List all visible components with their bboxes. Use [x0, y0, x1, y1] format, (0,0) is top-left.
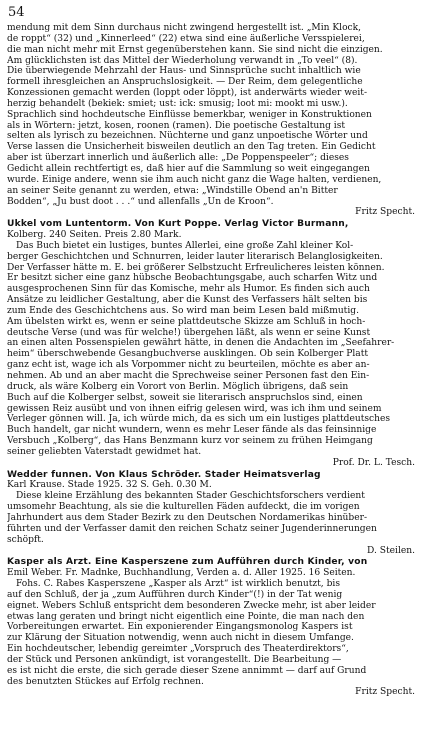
text-line: Ansätze zu leidlicher Gestaltung, aber die Kunst des Verfassers hält selten bis: [7, 295, 368, 306]
text-line: deutsche Verse (und was für welche!) übergehen läßt, als wenn er seine Kunst: [7, 327, 371, 338]
text-line: schöpft.: [7, 534, 44, 545]
text-line: Bodden“, „Ju bust doot . . .“ und allenfalls „Un de Kroon“.: [7, 196, 274, 207]
text-line: selten als lyrisch zu bezeichnen. Nüchterne und ganz unpoetische Wörter und: [7, 131, 368, 142]
review-heading-line: Emil Weber. Fr. Madnke, Buchhandlung, Verden a. d. Aller 1925. 16 Seiten.: [7, 568, 356, 579]
text-line: heim“ überschwebende Gesangbuchverse ausklingen. Ob sein Kolberger Platt: [7, 349, 369, 360]
reviewer-signature: Fritz Specht.: [355, 687, 415, 698]
text-line: seiner geliebten Vaterstadt gewidmet hat.: [7, 446, 202, 457]
reviewer-signature: Prof. Dr. L. Tesch.: [332, 457, 415, 468]
text-line: Am übelsten wirkt es, wenn er seine plattdeutsche Skizze am Schluß in hoch-: [7, 316, 366, 327]
text-line: Er besitzt sicher eine ganz hübsche Beobachtungsgabe, auch scharfen Witz und: [7, 273, 378, 284]
text-line: berger Geschichtchen und Schnurren, leider lauter literarisch Belanglosigkeiten.: [7, 251, 383, 262]
text-line: ausgesprochenen Sinn für das Komische, mehr als Humor. Es finden sich auch: [7, 284, 370, 295]
review-block: [7, 557, 417, 698]
text-line: Der Verfasser hätte m. E. bei größerer Selbstzucht Erfreulicheres leisten können.: [7, 262, 385, 273]
text-line: umsomehr Beachtung, als sie die kulturellen Fäden aufdeckt, die im vorigen: [7, 502, 360, 513]
text-line: ganz echt ist, wage ich als Vorpommer nicht zu beurteilen, möchte es aber an-: [7, 360, 370, 371]
review-heading-line: Kasper als Arzt. Eine Kasperszene zum Aufführen durch Kinder, von: [7, 557, 368, 568]
text-line: gewissen Reiz ausübt und von ihnen eifrig gelesen wird, was ich ihm und seinem: [7, 403, 382, 414]
text-line: herzig behandelt (bekiek: smiet; ust: ick: smusig; loot mi: mookt mi usw.).: [7, 98, 348, 109]
text-line: Am glücklichsten ist das Mittel der Wiederholung verwandt in „To veel“ (8).: [7, 55, 358, 66]
text-line: wurde. Einige andere, wenn sie ihm auch nicht ganz die Wage halten, verdienen,: [7, 174, 382, 185]
text-line: der Stück und Personen ankündigt, ist vorangestellt. Die Bearbeitung —: [7, 654, 342, 665]
review-heading-line: Ukkel vom Luntentorm. Von Kurt Poppe. Verlag Victor Burmann,: [7, 219, 349, 230]
text-line: formell ihresgleichen an Anspruchslosigkeit. — Der Reim, dem gelegentliche: [7, 77, 363, 88]
text-line: als in Wörtern: jetzt, kosen, roonen (ramen). Die poetische Gestaltung ist: [7, 120, 346, 131]
reviewer-signature: D. Steilen.: [367, 545, 415, 556]
text-line: an einen alten Possenspielen gewährt hätte, in denen die Andachten im „Seefahrer-: [7, 338, 395, 349]
review-heading-line: Wedder funnen. Von Klaus Schröder. Stader Heimatsverlag: [7, 469, 321, 480]
text-line: mendung mit dem Sinn durchaus nicht zwingend hergestellt ist. „Min Klock,: [7, 23, 362, 33]
text-line: eignet. Webers Schluß entspricht dem besonderen Zwecke mehr, ist aber leider: [7, 600, 376, 611]
text-line: Verleger gönnen will. Ja, ich würde mich, da es sich um ein lustiges plattdeutsches: [7, 414, 391, 425]
text-line: es ist nicht die erste, die sich gerade dieser Szene annimmt — darf auf Grund: [7, 665, 367, 676]
text-line: zur Klärung der Situation notwendig, wenn auch nicht in diesem Umfange.: [7, 633, 354, 644]
text-line: an seiner Seite genannt zu werden, etwa: „Windstille Obend an'n Bitter: [7, 185, 338, 196]
page-number: 54: [8, 5, 25, 20]
text-line: führten und der Verfasser damit den reichen Schatz seiner Jugenderinnerungen: [7, 523, 377, 534]
text-line: Jahrhundert aus dem Stader Bezirk zu den Deutschen Nordamerikas hinüber-: [7, 512, 368, 523]
text-line: Gedicht allein rechtfertigt es, daß hier auf die Sammlung so weit eingegangen: [7, 163, 370, 174]
text-line: Versbuch „Kolberg“, das Hans Benzmann kurz vor seinem zu frühen Heimgang: [7, 436, 373, 447]
text-line: des benutzten Stückes auf Erfolg rechnen.: [7, 676, 204, 687]
review-block: [7, 219, 417, 468]
text-line: Buch handelt, gar nicht wundern, wenn es mehr Leser fände als das feinsinnige: [7, 425, 377, 436]
text-line: Sprachlich sind hochdeutsche Einflüsse bemerkbar, weniger in Konstruktionen: [7, 109, 372, 120]
review-block: [7, 470, 417, 557]
review-heading-line: Karl Krause. Stade 1925. 32 S. Geh. 0.30 M.: [7, 480, 212, 491]
text-line: nehmen. Ab und an aber macht die Sprechweise seiner Personen fast den Ein-: [7, 371, 370, 381]
text-line: de roppt“ (32) und „Kinnerleed“ (22) etwa sind eine äußerliche Versspielerei,: [7, 33, 365, 44]
text-line: Konzessionen gemacht werden (loppt oder löppt), ist anderwärts wieder weit-: [7, 88, 368, 99]
text-line: etwas lang geraten und bringt nicht eigentlich eine Pointe, die man nach den: [7, 611, 365, 622]
text-line: zum Ende des Geschichtchens aus. So wird man beim Lesen bald mißmutig.: [7, 305, 359, 316]
text-line: Ein hochdeutscher, lebendig gereimter „Vorspruch des Theaterdirektors“,: [7, 644, 349, 655]
text-line: Vorbereitungen erwartet. Ein exponierender Eingangsmonolog Kaspers ist: [7, 622, 353, 633]
text-line: Fohs. C. Rabes Kasperszene „Kasper als Arzt“ ist wirklich benutzt, bis: [16, 579, 340, 590]
reviewer-signature: Fritz Specht.: [355, 207, 415, 218]
review-block: [7, 23, 417, 218]
text-line: aber ist überzart innerlich und äußerlich alle: „De Poppenspeeler“; dieses: [7, 153, 349, 164]
text-line: auf den Schluß, der ja „zum Aufführen durch Kinder“(!) in der Tat wenig: [7, 589, 343, 600]
text-line: Das Buch bietet ein lustiges, buntes Allerlei, eine große Zahl kleiner Kol-: [16, 240, 354, 251]
text-line: druck, als wäre Kolberg ein Vorort von Berlin. Möglich übrigens, daß sein: [7, 381, 349, 392]
text-line: die man nicht mehr mit Ernst gegenüberstehen kann. Sie sind nicht die einzigen.: [7, 44, 383, 55]
text-line: Die überwiegende Mehrzahl der Haus- und Sinnsprüche sucht inhaltlich wie: [7, 66, 361, 77]
text-line: Diese kleine Erzählung des bekannten Stader Geschichtsforschers verdient: [16, 491, 365, 502]
review-text-body: [7, 23, 417, 698]
review-heading-line: Kolberg. 240 Seiten. Preis 2.80 Mark.: [7, 230, 182, 241]
text-line: Verse lassen die Unsicherheit bisweilen deutlich an den Tag treten. Ein Gedicht: [7, 142, 376, 153]
text-line: Buch auf die Kolberger selbst, soweit sie literarisch anspruchslos sind, einen: [7, 392, 363, 403]
